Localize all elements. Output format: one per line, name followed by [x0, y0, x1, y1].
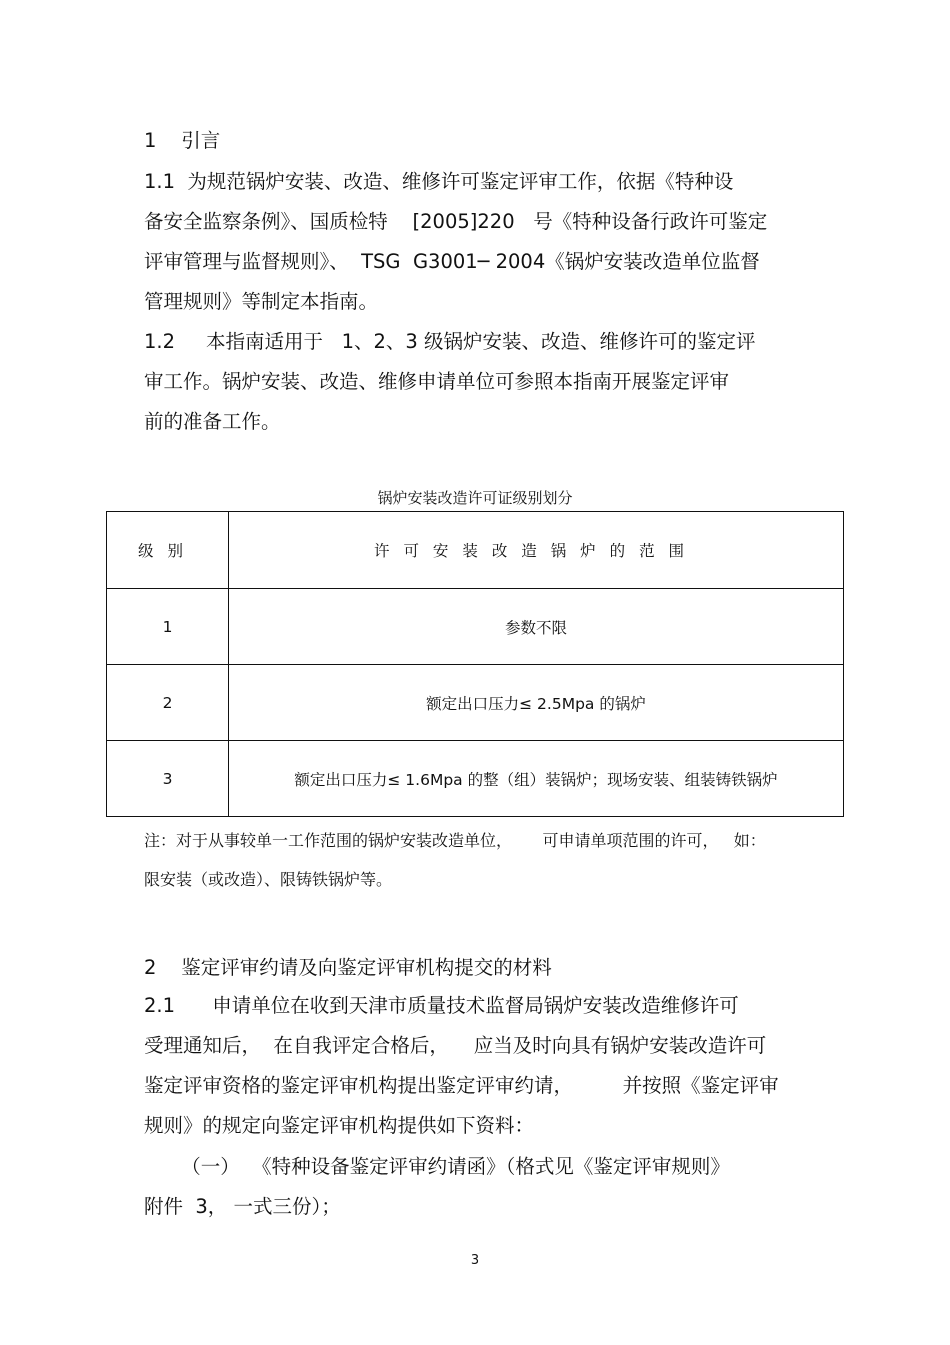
table-cell-level: 2 [107, 665, 229, 741]
section2-heading: 2 鉴定评审约请及向鉴定评审机构提交的材料 [144, 956, 552, 979]
table-cell-level: 3 [107, 741, 229, 817]
table-caption: 锅炉安装改造许可证级别划分 [377, 489, 573, 507]
table-cell-scope: 参数不限 [229, 589, 844, 665]
table-header-level: 级别 [107, 512, 229, 589]
section2-paragraph2-line2: 附件 3， 一式三份）； [144, 1195, 341, 1218]
section1-paragraph2-line3: 前的准备工作。 [144, 410, 281, 433]
table-row [107, 741, 844, 817]
table-cell-scope: 额定出口压力≤ 1.6Mpa 的整（组）装锅炉；现场安装、组装铸铁锅炉 [229, 741, 844, 817]
section1-paragraph2-line1: 1.2 本指南适用于 1、2、3 级锅炉安装、改造、维修许可的鉴定评 [144, 330, 756, 353]
section1-paragraph1-line2: 备安全监察条例》、国质检特 [2005]220 号《特种设备行政许可鉴定 [144, 210, 768, 233]
table-note-line1: 注：对于从事较单一工作范围的锅炉安装改造单位， 可申请单项范围的许可， 如： [144, 831, 766, 850]
table-row [107, 589, 844, 665]
section1-paragraph2-line2: 审工作。锅炉安装、改造、维修申请单位可参照本指南开展鉴定评审 [144, 370, 730, 393]
section1-heading: 1 引言 [144, 129, 221, 152]
section2-paragraph2-line1: （一） 《特种设备鉴定评审约请函》（格式见《鉴定评审规则》 [144, 1155, 730, 1178]
section1-paragraph1-line1: 1.1 为规范锅炉安装、改造、维修许可鉴定评审工作，依据《特种设 [144, 170, 734, 193]
section2-paragraph1-line3: 鉴定评审资格的鉴定评审机构提出鉴定评审约请， 并按照《鉴定评审 [144, 1074, 779, 1097]
section1-paragraph1-line4: 管理规则》等制定本指南。 [144, 290, 379, 313]
section2-paragraph1-line1: 2.1 申请单位在收到天津市质量技术监督局锅炉安装改造维修许可 [144, 994, 739, 1017]
table-header-scope: 许可安装改造锅炉的范围 [229, 512, 844, 589]
section1-paragraph1-line3: 评审管理与监督规则》、 TSG G3001─ 2004《锅炉安装改造单位监督 [144, 250, 760, 273]
section2-paragraph1-line4: 规则》的规定向鉴定评审机构提供如下资料： [144, 1114, 535, 1137]
table-note-line2: 限安装（或改造）、限铸铁锅炉等。 [144, 870, 393, 889]
section2-paragraph1-line2: 受理通知后， 在自我评定合格后， 应当及时向具有锅炉安装改造许可 [144, 1034, 767, 1057]
table-header-row [107, 512, 844, 589]
page-number: 3 [470, 1253, 480, 1268]
license-level-table [106, 511, 844, 817]
table-row [107, 665, 844, 741]
table-cell-level: 1 [107, 589, 229, 665]
table-cell-scope: 额定出口压力≤ 2.5Mpa 的锅炉 [229, 665, 844, 741]
